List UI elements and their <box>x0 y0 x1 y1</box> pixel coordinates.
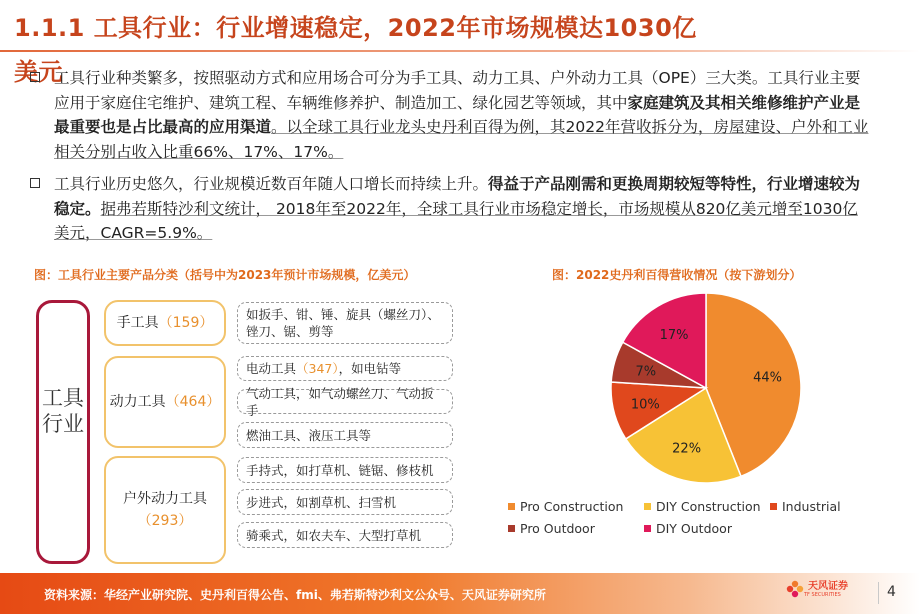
legend-label: DIY Outdoor <box>656 521 732 536</box>
category-value: （159） <box>158 315 214 331</box>
bullet-2-part-3: 据弗若斯特沙利文统计， 2018年至2022年，全球工具行业市场稳定增长，市场规模从820亿美元增至1030亿美元，CAGR=5.9%。 <box>54 199 858 242</box>
subitem-text: 骑乘式，如农夫车、大型打草机 <box>246 527 422 543</box>
bullet-2-text <box>54 172 870 246</box>
subitem-handheld <box>237 457 453 483</box>
square-bullet-icon <box>30 72 40 82</box>
legend-swatch <box>508 525 515 532</box>
legend-item <box>644 499 761 514</box>
subitem-text: 手持式，如打草机、链锯、修枝机 <box>246 462 434 478</box>
tf-securities-logo <box>786 580 848 598</box>
legend-swatch <box>644 503 651 510</box>
legend-swatch <box>644 525 651 532</box>
legend-label: DIY Construction <box>656 499 761 514</box>
root-label: 工具行业 <box>42 386 84 436</box>
bullet-1 <box>30 66 870 164</box>
legend-item <box>644 521 732 536</box>
subitem-text: 步进式，如割草机、扫雪机 <box>246 494 397 510</box>
bullet-1-part-1: 工具行业种类繁多，按照驱动方式和应用场合可分为手工具、动力工具、户外动力工具（OPE）三大类。工具行业主要应用于家庭住宅维护、建筑工程、车辆维修养护、制造加工、绿化园艺等领域，其中 <box>54 69 861 112</box>
pie-data-label: 22% <box>672 441 702 457</box>
subitem-text: 气动工具，如气动螺丝刀、气动扳手 <box>246 385 434 418</box>
subitem-electric-tools <box>237 356 453 381</box>
page-number: 4 <box>887 584 896 600</box>
logo-subtext: TF SECURITIES <box>804 591 841 598</box>
subitem-walk-behind <box>237 489 453 515</box>
subitem-ride-on <box>237 522 453 548</box>
title-divider <box>0 50 920 52</box>
category-value: （293） <box>137 513 193 529</box>
right-figure-caption: 图：2022史丹利百得营收情况（按下游划分） <box>552 268 802 282</box>
revenue-pie-chart <box>560 288 850 488</box>
legend-swatch <box>508 503 515 510</box>
source-note: 资料来源：华经产业研究院、史丹利百得公告、fmi、弗若斯特沙利文公众号、天风证券研究所 <box>44 588 546 602</box>
bullet-2-part-1: 工具行业历史悠久，行业规模近数百年随人口增长而持续上升。 <box>54 175 489 193</box>
square-bullet-icon <box>30 178 40 188</box>
bullet-1-part-3: 。以全球工具行业龙头史丹利百得为例，其2022年营收拆分为，房屋建设、户外和工业相关分别占收入比重66%、17%、17%。 <box>54 118 869 161</box>
pie-data-label: 10% <box>630 397 660 413</box>
legend-label: Pro Outdoor <box>520 521 595 536</box>
legend-item <box>508 521 595 536</box>
bullet-2 <box>30 172 870 246</box>
tf-flower-logo-icon <box>786 580 804 598</box>
subitem-text: ，如电钻等 <box>338 361 402 376</box>
page-separator <box>878 582 879 604</box>
legend-label: Industrial <box>782 499 841 514</box>
category-power-tools <box>104 356 226 448</box>
legend-item <box>770 499 841 514</box>
category-name: 动力工具 <box>109 394 166 410</box>
pie-data-label: 7% <box>635 364 657 380</box>
subitem-fuel-hydraulic-tools <box>237 422 453 448</box>
subitem-text: 燃油工具、液压工具等 <box>246 427 372 443</box>
subitem-value: （347） <box>296 361 339 376</box>
bullet-2-bold: 得益于产品刚需和更换周期较短等特性，行业增速较为稳定。 <box>54 175 861 218</box>
left-figure-caption: 图：工具行业主要产品分类（括号中为2023年预计市场规模，亿美元） <box>34 268 416 282</box>
category-value: （464） <box>165 394 221 410</box>
page-title: 1.1.1 工具行业：行业增速稳定，2022年市场规模达1030亿美元 <box>14 14 697 86</box>
bullet-1-text <box>54 66 870 164</box>
legend-label: Pro Construction <box>520 499 624 514</box>
tool-industry-root-box <box>36 300 90 564</box>
category-name: 户外动力工具 <box>123 491 207 507</box>
category-outdoor-power-tools <box>104 456 226 564</box>
subitem-text: 如扳手、钳、锤、旋具（螺丝刀）、锉刀、锯、剪等 <box>246 307 440 339</box>
subitem-pneumatic-tools <box>237 385 453 418</box>
pie-data-label: 44% <box>753 370 783 386</box>
legend-swatch <box>770 503 777 510</box>
category-name: 手工具 <box>116 315 159 331</box>
subitem-hand-tools <box>237 302 453 344</box>
category-hand-tools <box>104 300 226 346</box>
subitem-text: 电动工具 <box>246 361 297 376</box>
logo-text: 天风证券 <box>808 580 848 592</box>
pie-data-label: 17% <box>659 328 689 344</box>
bullet-1-bold: 家庭建筑及其相关维修维护产业是最重要也是占比最高的应用渠道 <box>54 93 861 136</box>
legend-item <box>508 499 623 514</box>
